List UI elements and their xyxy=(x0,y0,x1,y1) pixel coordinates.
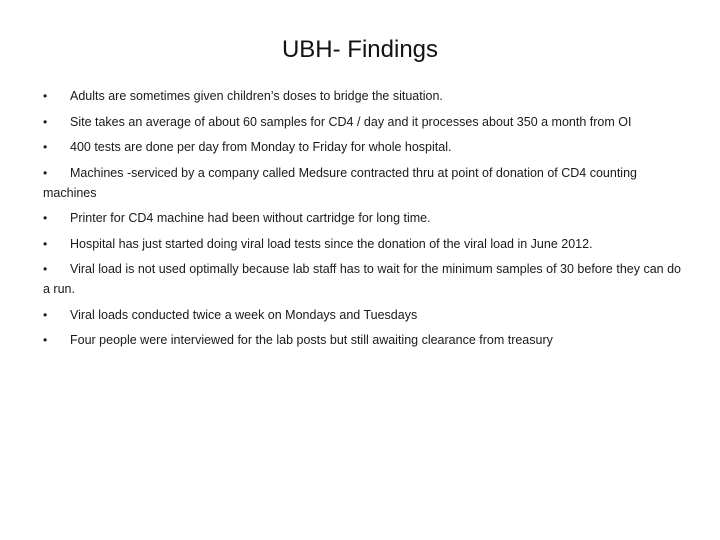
bullet-icon: • xyxy=(43,140,48,154)
bullet-icon: • xyxy=(43,114,48,129)
list-item xyxy=(43,112,683,132)
list-item xyxy=(43,234,683,254)
bullet-text: Adults are sometimes given children’s doses to bridge the situation. xyxy=(70,89,443,103)
bullet-icon: • xyxy=(43,333,48,347)
bullet-text: Machines -serviced by a company called Medsure contracted thru at point of donation of CD4 counting machines xyxy=(43,165,637,200)
slide-title: UBH- Findings xyxy=(281,36,439,63)
bullet-icon: • xyxy=(43,211,48,225)
list-item xyxy=(43,330,683,350)
list-item xyxy=(43,208,683,228)
bullet-icon: • xyxy=(43,262,48,276)
list-item xyxy=(43,305,683,325)
bullet-icon: • xyxy=(43,165,48,180)
bullet-text: Viral loads conducted twice a week on Mondays and Tuesdays xyxy=(70,307,418,322)
bullet-text: Viral load is not used optimally because lab staff has to wait for the minimum samples of 30 before they can do a run. xyxy=(43,262,681,296)
list-item xyxy=(43,86,683,106)
bullet-text: Site takes an average of about 60 samples for CD4 / day and it processes about 350 a month from OI xyxy=(70,114,632,129)
list-item xyxy=(43,259,683,299)
bullet-icon: • xyxy=(43,307,48,322)
bullet-icon: • xyxy=(43,89,48,103)
findings-list xyxy=(43,86,683,356)
bullet-text: Four people were interviewed for the lab posts but still awaiting clearance from treasury xyxy=(70,333,553,347)
bullet-text: Hospital has just started doing viral load tests since the donation of the viral load in June 2012. xyxy=(70,236,593,251)
bullet-icon: • xyxy=(43,236,48,251)
bullet-text: Printer for CD4 machine had been without cartridge for long time. xyxy=(70,211,431,225)
list-item xyxy=(43,163,683,203)
list-item xyxy=(43,137,683,157)
bullet-text: 400 tests are done per day from Monday to Friday for whole hospital. xyxy=(70,140,452,154)
